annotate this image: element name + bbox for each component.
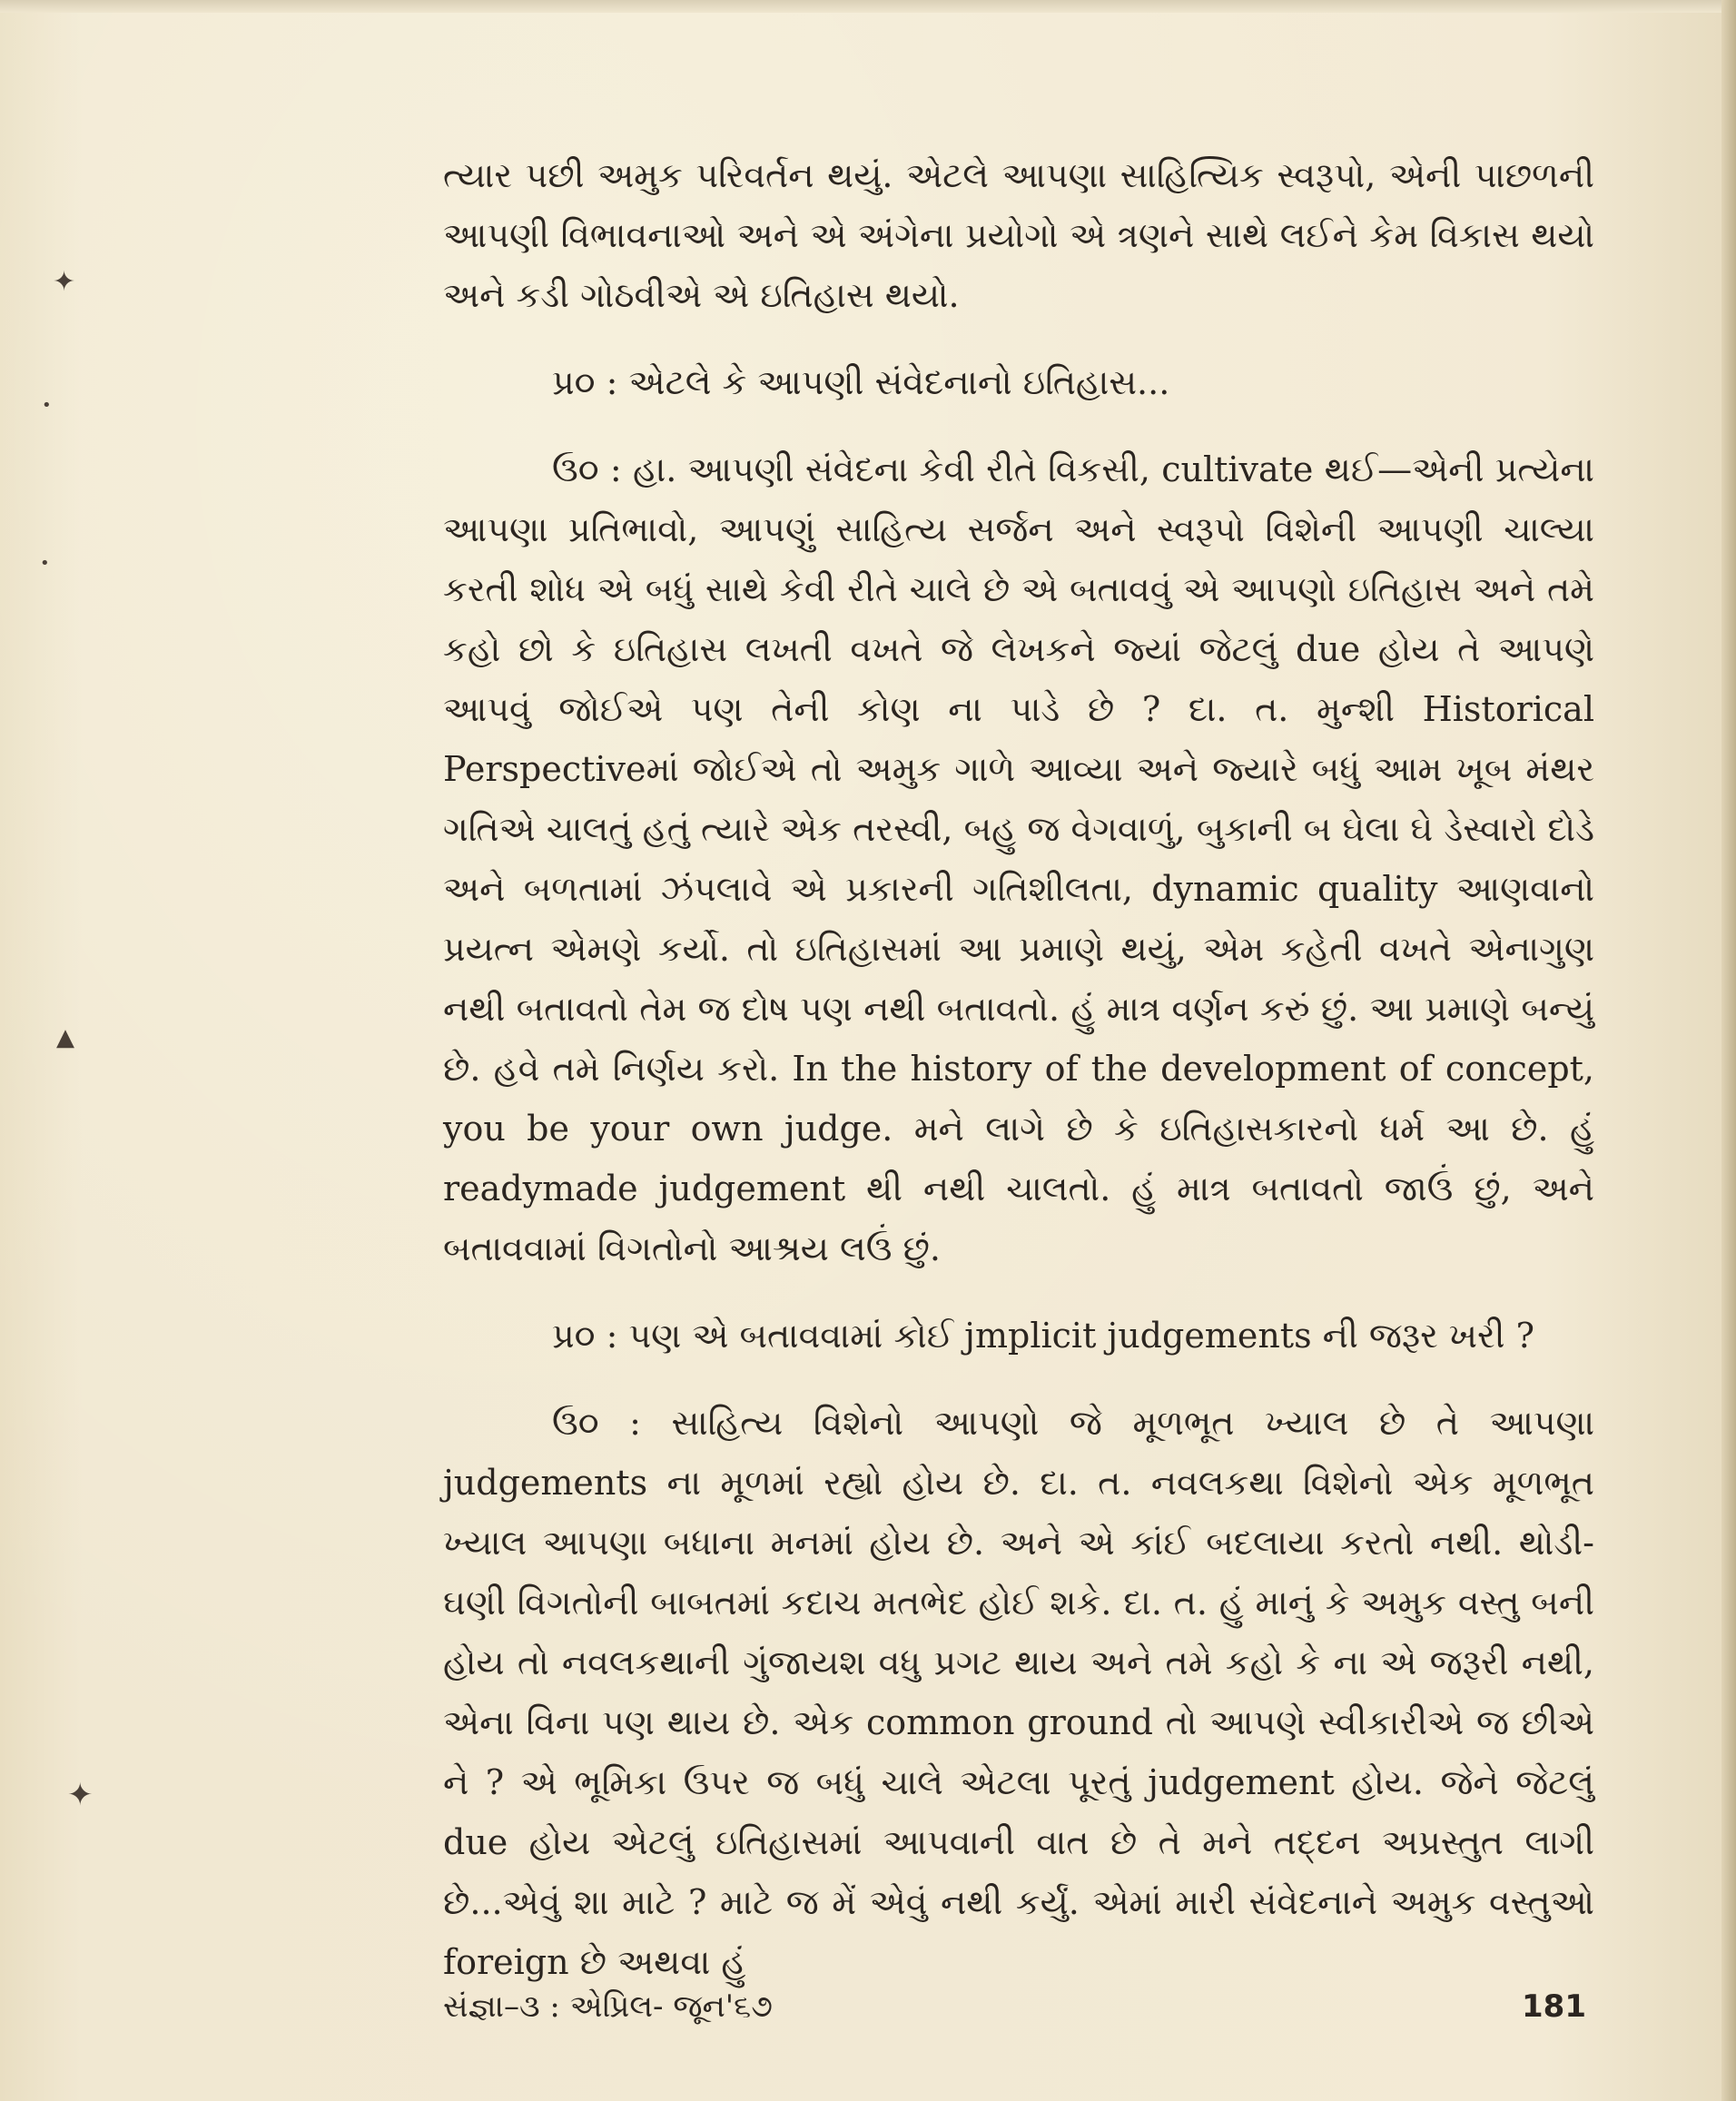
page-number: 181 [1522,1988,1586,2025]
page-right-edge [1721,0,1736,2101]
journal-footer: સંજ્ઞા–૩ : એપ્રિલ- જૂન'૬૭ [443,1988,773,2025]
paragraph-continuation: ત્યાર પછી અમુક પરિવર્તન થયું. એટલે આપણા સાહિત્યિક સ્વરૂપો, એની પાછળની આપણી વિભાવનાઓ અને એ અંગેના પ્રયોગો એ ત્રણને સાથે લઈને કેમ વિકાસ થયો અને કડી ગોઠવીએ એ ઇતિહાસ થયો. [443,155,1594,315]
page-top-edge [0,0,1736,13]
binding-hole-mark: • [42,396,52,415]
binding-hole-mark: • [40,554,50,573]
question-paragraph: પ્ર૦ : એટલે કે આપણી સંવેદનાનો ઇતિહાસ... [552,362,1170,402]
binding-hole-mark: ▲ [56,1024,74,1051]
binding-hole-mark: ✦ [67,1777,94,1813]
body-text [443,145,1594,1992]
binding-hole-mark: ✦ [53,266,76,298]
answer-paragraph: ઉ૦ : સાહિત્ય વિશેનો આપણો જે મૂળભૂત ખ્યાલ છે તે આપણા judgements ના મૂળમાં રહ્યો હોય છે. દા. ત. નવલકથા વિશેનો એક મૂળભૂત ખ્યાલ આપણા બધાના મનમાં હોય છે. અને એ કાંઈ બદલાયા કરતો નથી. થોડી-ઘણી વિગતોની બાબતમાં કદાચ મતભેદ હોઈ શકે. દા. ત. હું માનું કે અમુક વસ્તુ બની હોય તો નવલકથાની ગુંજાયશ વધુ પ્રગટ થાય અને તમે કહો કે ના એ જરૂરી નથી, એના વિના પણ થાય છે. એક common ground તો આપણે સ્વીકારીએ જ છીએ ને ? એ ભૂમિકા ઉપર જ બધું ચાલે એટલા પૂરતું judgement હોય. જેને જેટલું due હોય એટલું ઇતિહાસમાં આપવાની વાત છે તે મને તદ્દન અપ્રસ્તુત લાગી છે...એવું શા માટે ? માટે જ મેં એવું નથી કર્યું. એમાં મારી સંવેદનાને અમુક વસ્તુઓ foreign છે અથવા હું [443,1403,1594,1982]
question-paragraph: પ્ર૦ : પણ એ બતાવવામાં કોઈ jmplicit judgements ની જરૂર ખરી ? [552,1316,1535,1356]
answer-paragraph: ઉ૦ : હા. આપણી સંવેદના કેવી રીતે વિકસી, cultivate થઈ—એની પ્રત્યેના આપણા પ્રતિભાવો, આપણું સાહિત્ય સર્જન અને સ્વરૂપો વિશેની આપણી ચાલ્યા કરતી શોધ એ બધું સાથે કેવી રીતે ચાલે છે એ બતાવવું એ આપણો ઇતિહાસ અને તમે કહો છો કે ઇતિહાસ લખતી વખતે જે લેખકને જ્યાં જેટલું due હોય તે આપણે આપવું જોઈએ પણ તેની કોણ ના પાડે છે ? દા. ત. મુન્શી Historical Perspectiveમાં જોઈએ તો અમુક ગાળે આવ્યા અને જ્યારે બધું આમ ખૂબ મંથર ગતિએ ચાલતું હતું ત્યારે એક તરસ્વી, બહુ જ વેગવાળું, બુકાની બ ઘેલા ઘે ડેસ્વારો દોડે અને બળતામાં ઝંપલાવે એ પ્રકારની ગતિશીલતા, dynamic quality આણવાનો પ્રયત્ન એમણે કર્યો. તો ઇતિહાસમાં આ પ્રમાણે થયું, એમ કહેતી વખતે એનાગુણ નથી બતાવતો તેમ જ દોષ પણ નથી બતાવતો. હું માત્ર વર્ણન કરું છું. આ પ્રમાણે બન્યું છે. હવે તમે નિર્ણય કરો. In the history of the development of concept, you be your own judge. મને લાગે છે કે ઇતિહાસકારનો ધર્મ આ છે. હું readymade judgement થી નથી ચાલતો. હું માત્ર બતાવતો જાઉં છું, અને બતાવવામાં વિગતોનો આશ્રય લઉં છું. [443,449,1594,1268]
